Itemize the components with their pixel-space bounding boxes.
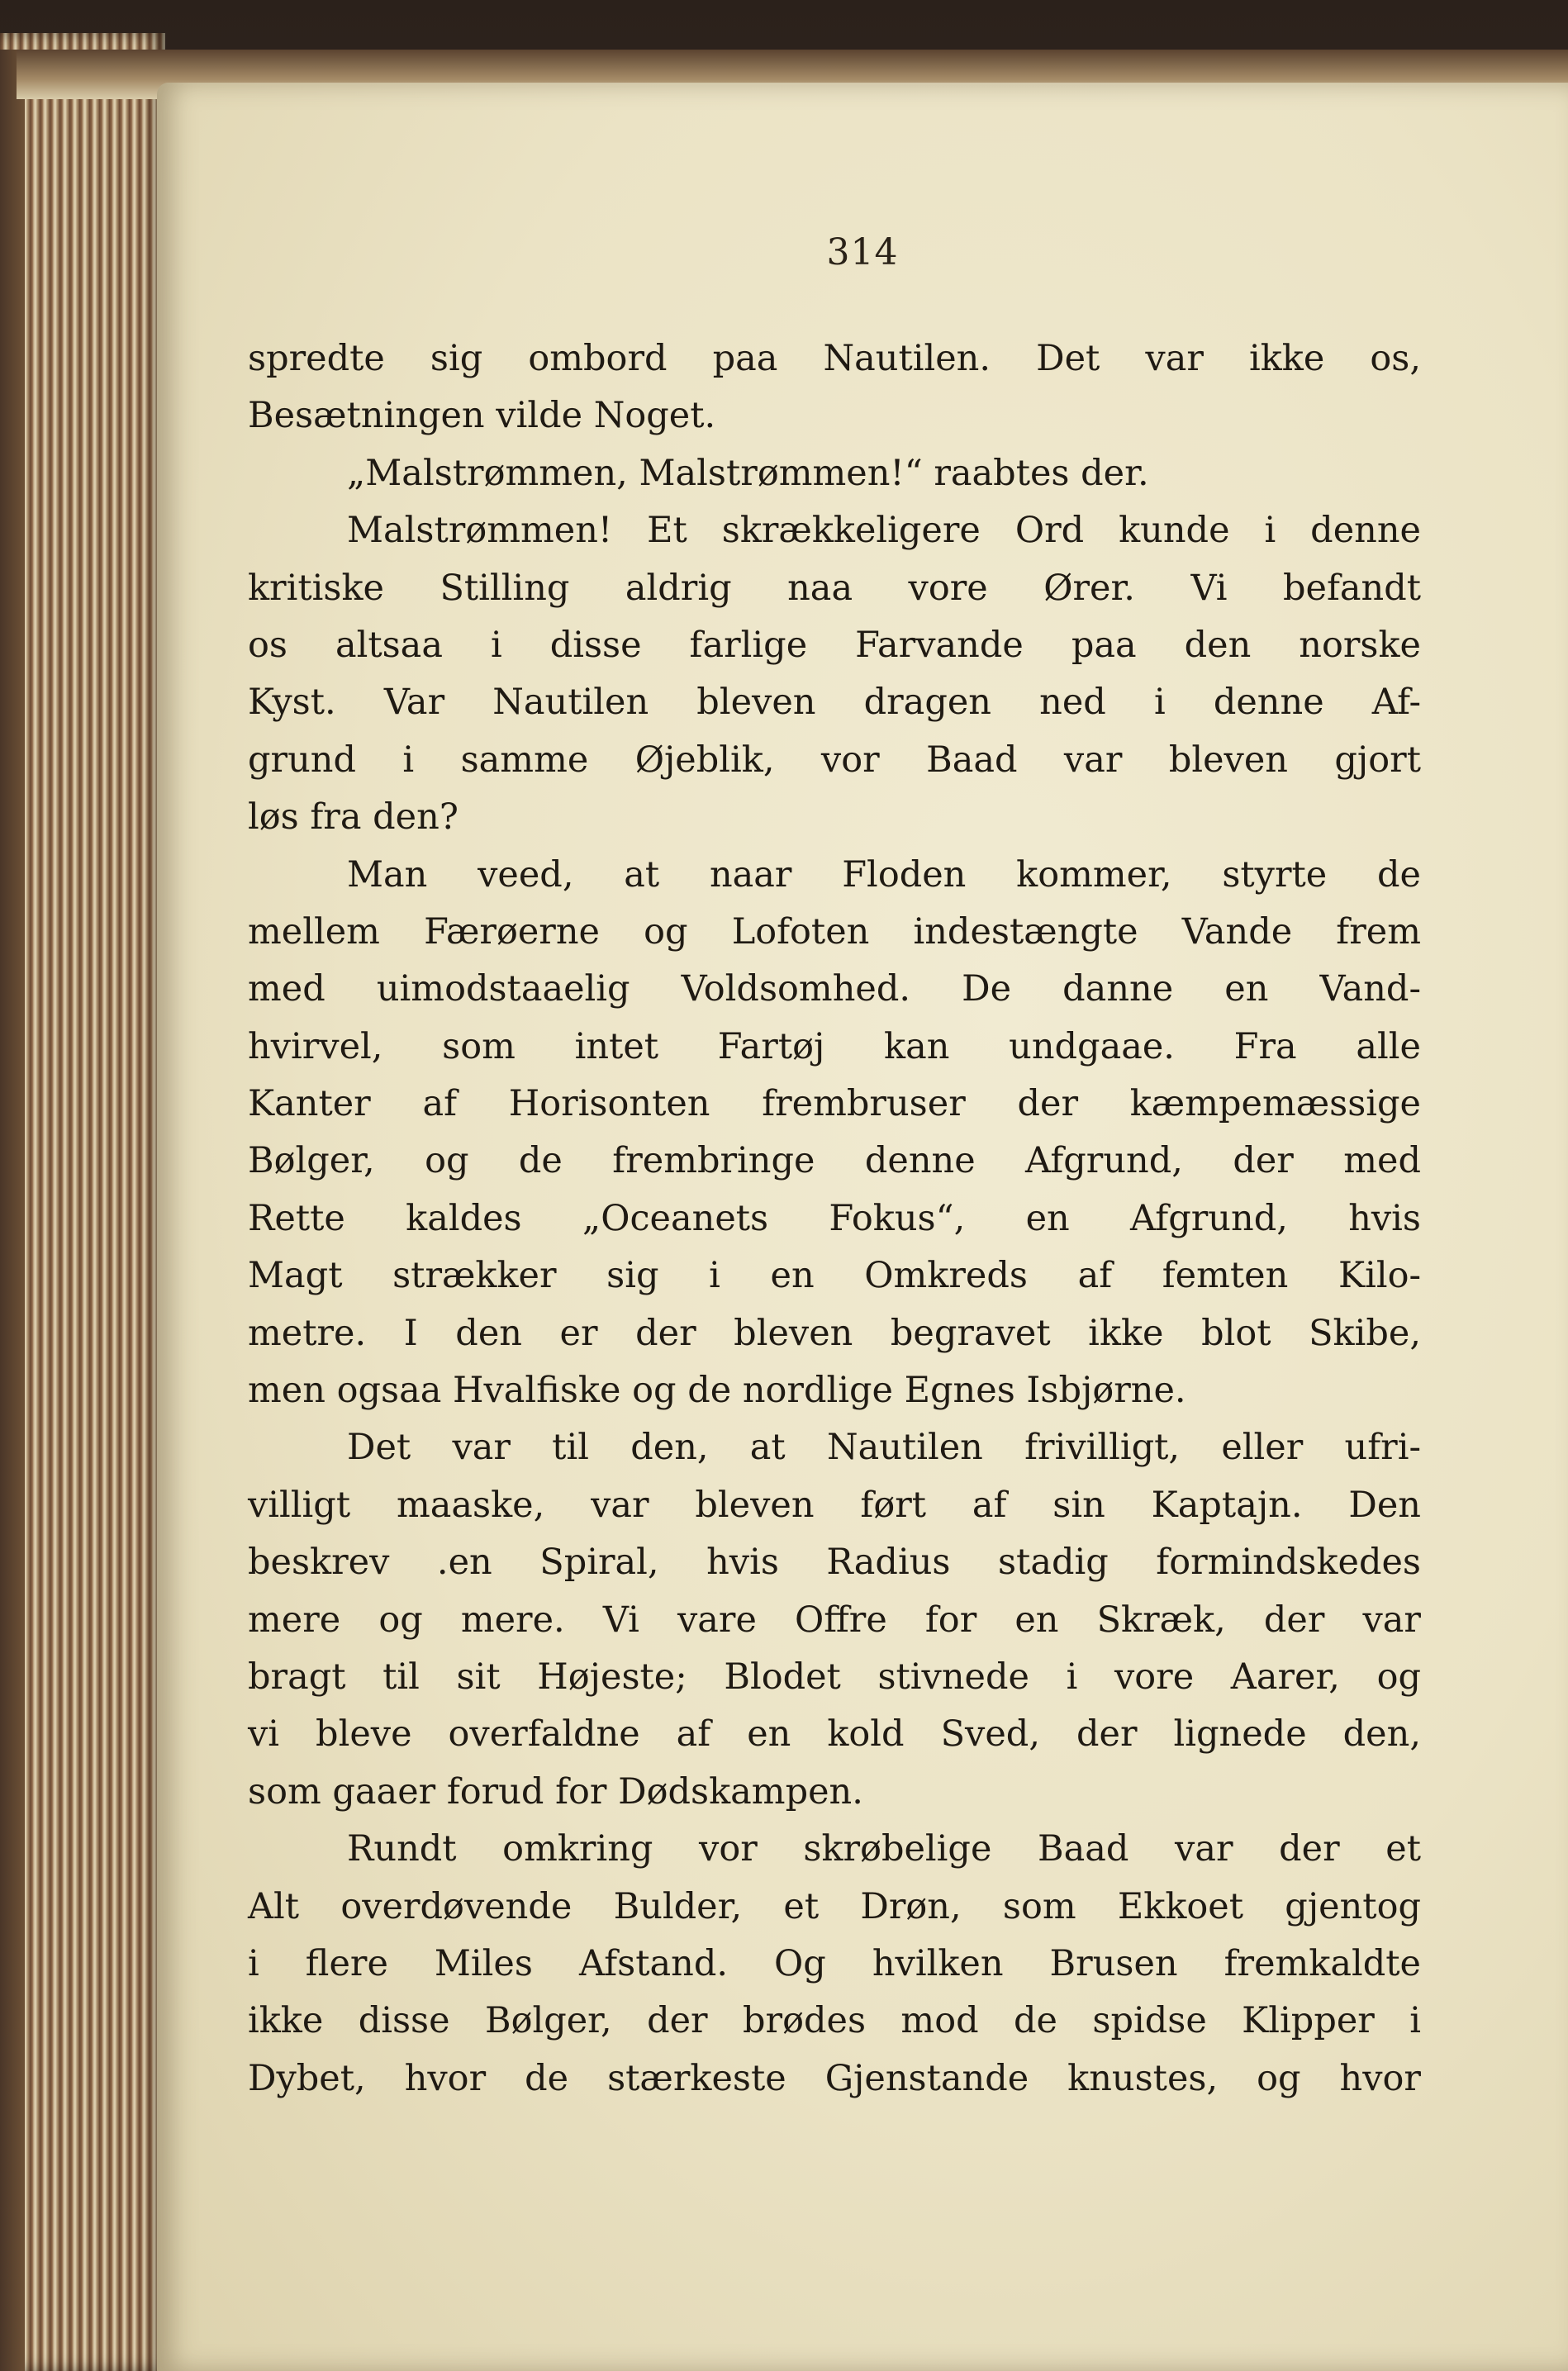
page-number: 314 [826,231,899,273]
text-line: Det var til den, at Nautilen frivilligt, eller ufri- [347,1427,1421,1469]
text-line: men ogsaa Hvalfiske og de nordlige Egnes Isbjørne. [248,1370,1186,1412]
text-line: Bølger, og de frembringe denne Afgrund, der med [248,1140,1421,1182]
text-line: med uimodstaaelig Voldsomhed. De danne en Vand- [248,968,1421,1010]
text-line: metre. I den er der bleven begravet ikke blot Skibe, [248,1312,1421,1354]
text-line: spredte sig ombord paa Nautilen. Det var ikke os, [248,338,1421,379]
text-line: Magt strækker sig i en Omkreds af femten Kilo- [248,1255,1421,1297]
text-line: hvirvel, som intet Fartøj kan undgaae. Fra alle [248,1025,1421,1067]
book-page-edges [0,33,165,2371]
text-line: løs fra den? [248,796,459,839]
text-line: beskrev .en Spiral, hvis Radius stadig formindskedes [248,1542,1421,1584]
text-line: vi bleve overfaldne af en kold Sved, der lignede den, [248,1713,1421,1756]
body-text [248,330,1421,2107]
text-line: Dybet, hvor de stærkeste Gjenstande knustes, og hvor [248,2057,1421,2099]
text-line: Malstrømmen! Et skrækkeligere Ord kunde i denne [347,510,1421,552]
text-line: Rundt omkring vor skrøbelige Baad var der et [347,1828,1421,1870]
book-cover [0,50,25,2371]
text-line: villigt maaske, var bleven ført af sin Kaptajn. Den [248,1484,1421,1526]
text-line: grund i samme Øjeblik, vor Baad var bleven gjort [248,739,1421,781]
text-line: som gaaer forud for Dødskampen. [248,1770,863,1813]
text-line: Man veed, at naar Floden kommer, styrte de [347,853,1421,896]
text-line: Alt overdøvende Bulder, et Drøn, som Ekkoet gjentog [248,1885,1421,1927]
text-line: ikke disse Bølger, der brødes mod de spidse Klipper i [248,2000,1421,2042]
text-line: mere og mere. Vi vare Offre for en Skræk, der var [248,1599,1421,1641]
text-line: „Malstrømmen, Malstrømmen!“ raabtes der. [347,452,1149,494]
text-line: i flere Miles Afstand. Og hvilken Brusen fremkaldte [248,1942,1421,1984]
text-line: bragt til sit Højeste; Blodet stivnede i vore Aarer, og [248,1656,1421,1698]
text-line: os altsaa i disse farlige Farvande paa den norske [248,624,1421,666]
text-line: Kyst. Var Nautilen bleven dragen ned i denne Af- [248,682,1421,724]
text-line: mellem Færøerne og Lofoten indestængte Vande frem [248,910,1421,953]
text-line: kritiske Stilling aldrig naa vore Ører. Vi befandt [248,567,1421,609]
text-line: Rette kaldes „Oceanets Fokus“, en Afgrund, hvis [248,1197,1421,1239]
text-line: Besætningen vilde Noget. [248,395,716,437]
text-line: Kanter af Horisonten frembruser der kæmpemæssige [248,1083,1421,1125]
